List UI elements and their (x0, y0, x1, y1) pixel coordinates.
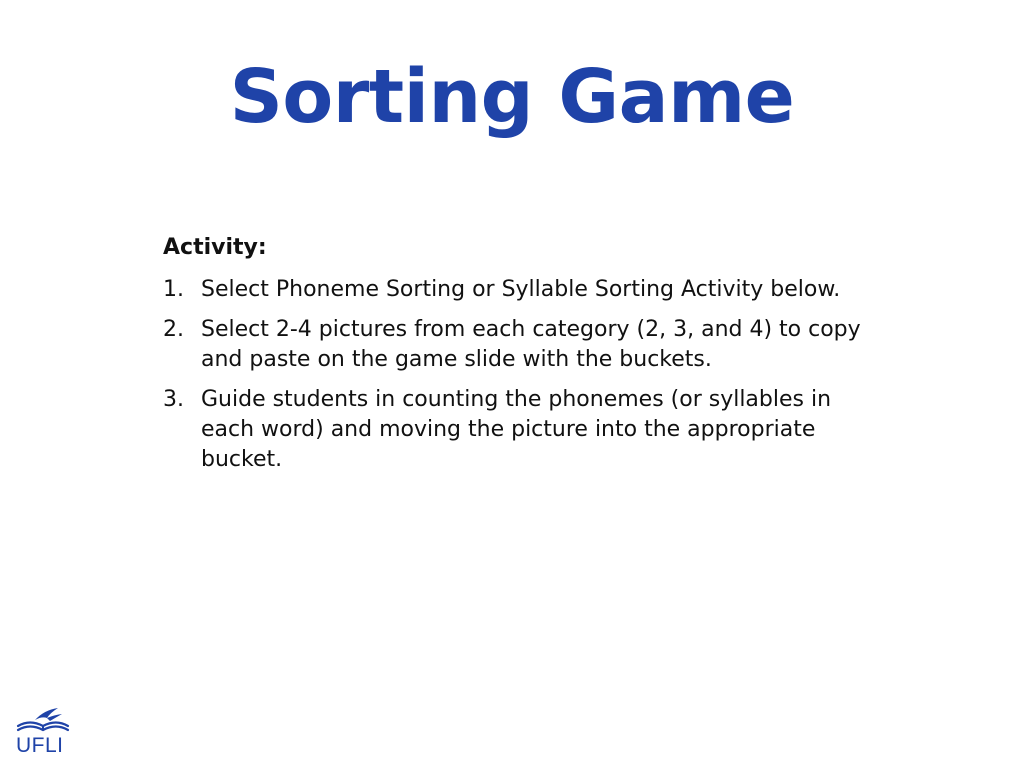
activity-steps (163, 275, 863, 475)
logo-text: UFLI (16, 734, 64, 757)
open-book-bird-icon (14, 706, 74, 736)
step-number: 1. (163, 277, 184, 302)
activity-step (163, 275, 863, 305)
slide-title: Sorting Game (229, 54, 795, 140)
activity-step (163, 315, 863, 375)
step-text: Select 2-4 pictures from each category (2, 3, and 4) to copy and paste on the game slide with the buckets. (201, 317, 861, 372)
ufli-logo (14, 706, 74, 760)
step-text: Guide students in counting the phonemes (or syllables in each word) and moving the picture into the appropriate bucket. (201, 387, 832, 472)
activity-section (163, 233, 863, 485)
activity-heading: Activity: (163, 235, 267, 260)
step-number: 2. (163, 317, 184, 342)
step-text: Select Phoneme Sorting or Syllable Sorting Activity below. (201, 277, 841, 302)
step-number: 3. (163, 387, 184, 412)
activity-step (163, 385, 863, 475)
